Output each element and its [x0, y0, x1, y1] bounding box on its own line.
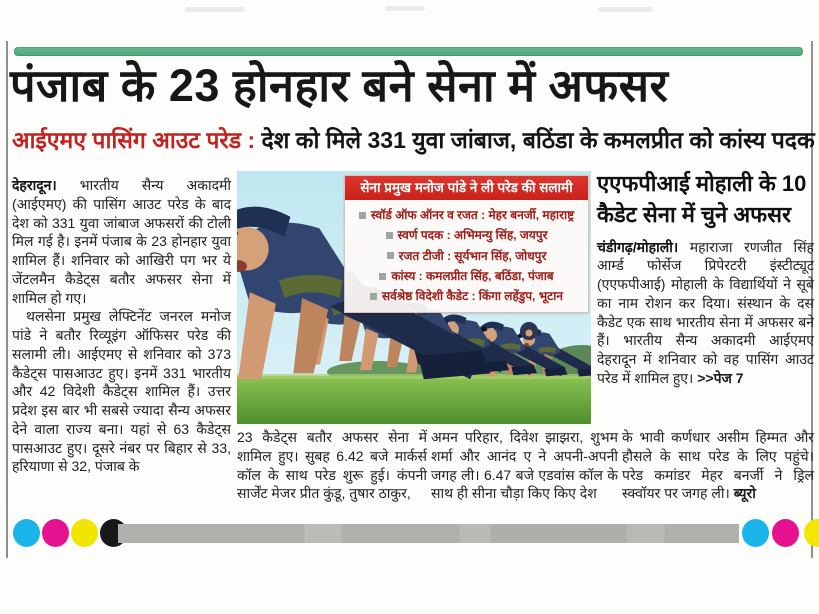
print-mark-magenta-icon [772, 519, 799, 547]
parade-photo [237, 171, 591, 424]
side-article-paragraph [597, 238, 814, 388]
print-mark-cyan-icon [13, 519, 40, 547]
medal-item-bronze [348, 266, 585, 286]
medal-item-text: रजत टीजी : सूर्यभान सिंह, जोधपुर [398, 248, 547, 263]
sub-headline-kicker: आईएमए पासिंग आउट परेड : [12, 127, 256, 153]
bullet-square-icon [387, 252, 394, 259]
dateline: देहरादून। [12, 177, 80, 193]
print-mark-magenta-icon [42, 519, 69, 547]
lead-paragraph-2: थलसेना प्रमुख लेफ्टिनेंट जनरल मनोज पांडे ने बतौर रिव्यूइंग ऑफिसर परेड की सलामी ली। आईएमए से शनिवार को 373 कैडेट्स पासआउट हुए। इनमें 331 भारतीय और 42 विदेशी कैडेट्स शामिल हैं। उत्तर प्रदेश इस बार भी सबसे ज्यादा सैन्य अफसर देने वाला राज्य बना। यहां से 63 कैडेट्स पासआउट हुए। दूसरे नंबर पर बिहार से 33, हरियाणा से 32, पंजाब के [12, 308, 231, 475]
print-mark-cyan-icon [742, 519, 769, 547]
print-mark-yellow-icon [71, 519, 98, 547]
medal-item-best-foreign-cadet [348, 286, 585, 306]
side-article-headline: एएफपीआई मोहाली के 10 कैडेट सेना में चुने अफसर [597, 171, 807, 227]
medal-item-text: स्वर्ण पदक : अभिमन्यु सिंह, जयपुर [397, 228, 548, 243]
page-reference: >>पेज 7 [697, 369, 744, 386]
lead-article-column-3: अमन परिहार, दिवेश झाझरा, शुभम शर्मा और आनंद ए ने अपनी-अपनी जगह ली। 6.47 बजे एडवांस कॉल के साथ ही सीना चौड़ा किए किए देश [431, 429, 618, 502]
medal-list [345, 200, 588, 312]
side-article [597, 169, 814, 388]
scan-smudge [385, 6, 425, 11]
lead-article-column-4 [622, 428, 814, 503]
medal-item-sword-of-honour [348, 205, 585, 225]
scan-smudge [185, 7, 245, 12]
lead-paragraph-1-text: भारतीय सैन्य अकादमी (आईएमए) की पासिंग आउट परेड के बाद देश को 331 युवा जांबाज अफसरों की टोली मिल गई है। इनमें पंजाब के 23 होनहार युवा शामिल हैं। शनिवार को आखिरी पग भर ये जेंटलमैन कैडेट्स बतौर अफसर सेना में शामिल हो गए। [12, 177, 232, 306]
bullet-square-icon [386, 232, 393, 239]
medal-winners-box [344, 175, 589, 313]
side-dateline: चंडीगढ़/मोहाली। [597, 238, 690, 255]
side-article-body [597, 238, 814, 388]
medal-item-gold [348, 225, 585, 245]
medal-item-text: स्वॉर्ड ऑफ ऑनर व रजत : मेहर बनर्जी, महाराष्ट्र [370, 208, 575, 223]
lead-article-column-1 [12, 176, 231, 476]
bullet-square-icon [359, 212, 366, 219]
medal-item-text: कांस्य : कमलप्रीत सिंह, बठिंडा, पंजाब [391, 268, 554, 283]
side-article-text: महाराजा रणजीत सिंह आर्म्ड फोर्सेज प्रिपेरटरी इंस्टीट्यूट (एएफपीआई) मोहाली के विद्यार्थियों ने सूबे का नाम रोशन कर दिया। संस्थान के दस कैडेट एक साथ भारतीय सेना में अफसर बने हैं। भारतीय सैन्य अकादमी आईएमए देहरादून में शनिवार को वह पासिंग आउट परेड में शामिल हुए। [597, 238, 814, 386]
byline: ब्यूरो [733, 485, 756, 502]
medal-item-text: सर्वश्रेष्ठ विदेशी कैडेट : किंगा लहेंडुप, भूटान [382, 288, 563, 303]
print-mark-yellow-icon [804, 519, 819, 547]
main-headline: पंजाब के 23 होनहार बने सेना में अफसर [10, 60, 669, 111]
lead-article-column-2: 23 कैडेट्स बतौर अफसर सेना में शामिल हुए। सुबह 6.42 बजे मार्कर्स कॉल के साथ परेड शुरू हुई। कंपनी सार्जेंट मेजर प्रीत कुंडू, तुषार ठाकुर, [237, 429, 427, 502]
sub-headline [12, 124, 815, 156]
sub-headline-text: देश को मिले 331 युवा जांबाज, बठिंडा के कमलप्रीत को कांस्य पदक [255, 127, 815, 153]
lead-paragraph-1 [12, 176, 231, 307]
scan-smudge [598, 7, 653, 12]
grass-foreground [237, 376, 591, 424]
clip-left-rule [6, 41, 8, 558]
medal-item-silver [348, 246, 585, 266]
column-4-text: के भावी कर्णधार असीम हिम्मत और हौसले के साथ परेड के लिए पहुंचे। परेड कमांडर मेहर बनर्जी ने ड्रिल स्क्वॉयर पर जगह ली। [622, 429, 814, 502]
bullet-square-icon [370, 293, 377, 300]
bullet-square-icon [379, 273, 386, 280]
masthead-green-bar [14, 47, 803, 56]
medal-box-header: सेना प्रमुख मनोज पांडे ने ली परेड की सलामी [345, 176, 588, 200]
print-mark-gray-bar [118, 524, 739, 543]
column-4-paragraph [622, 428, 814, 503]
